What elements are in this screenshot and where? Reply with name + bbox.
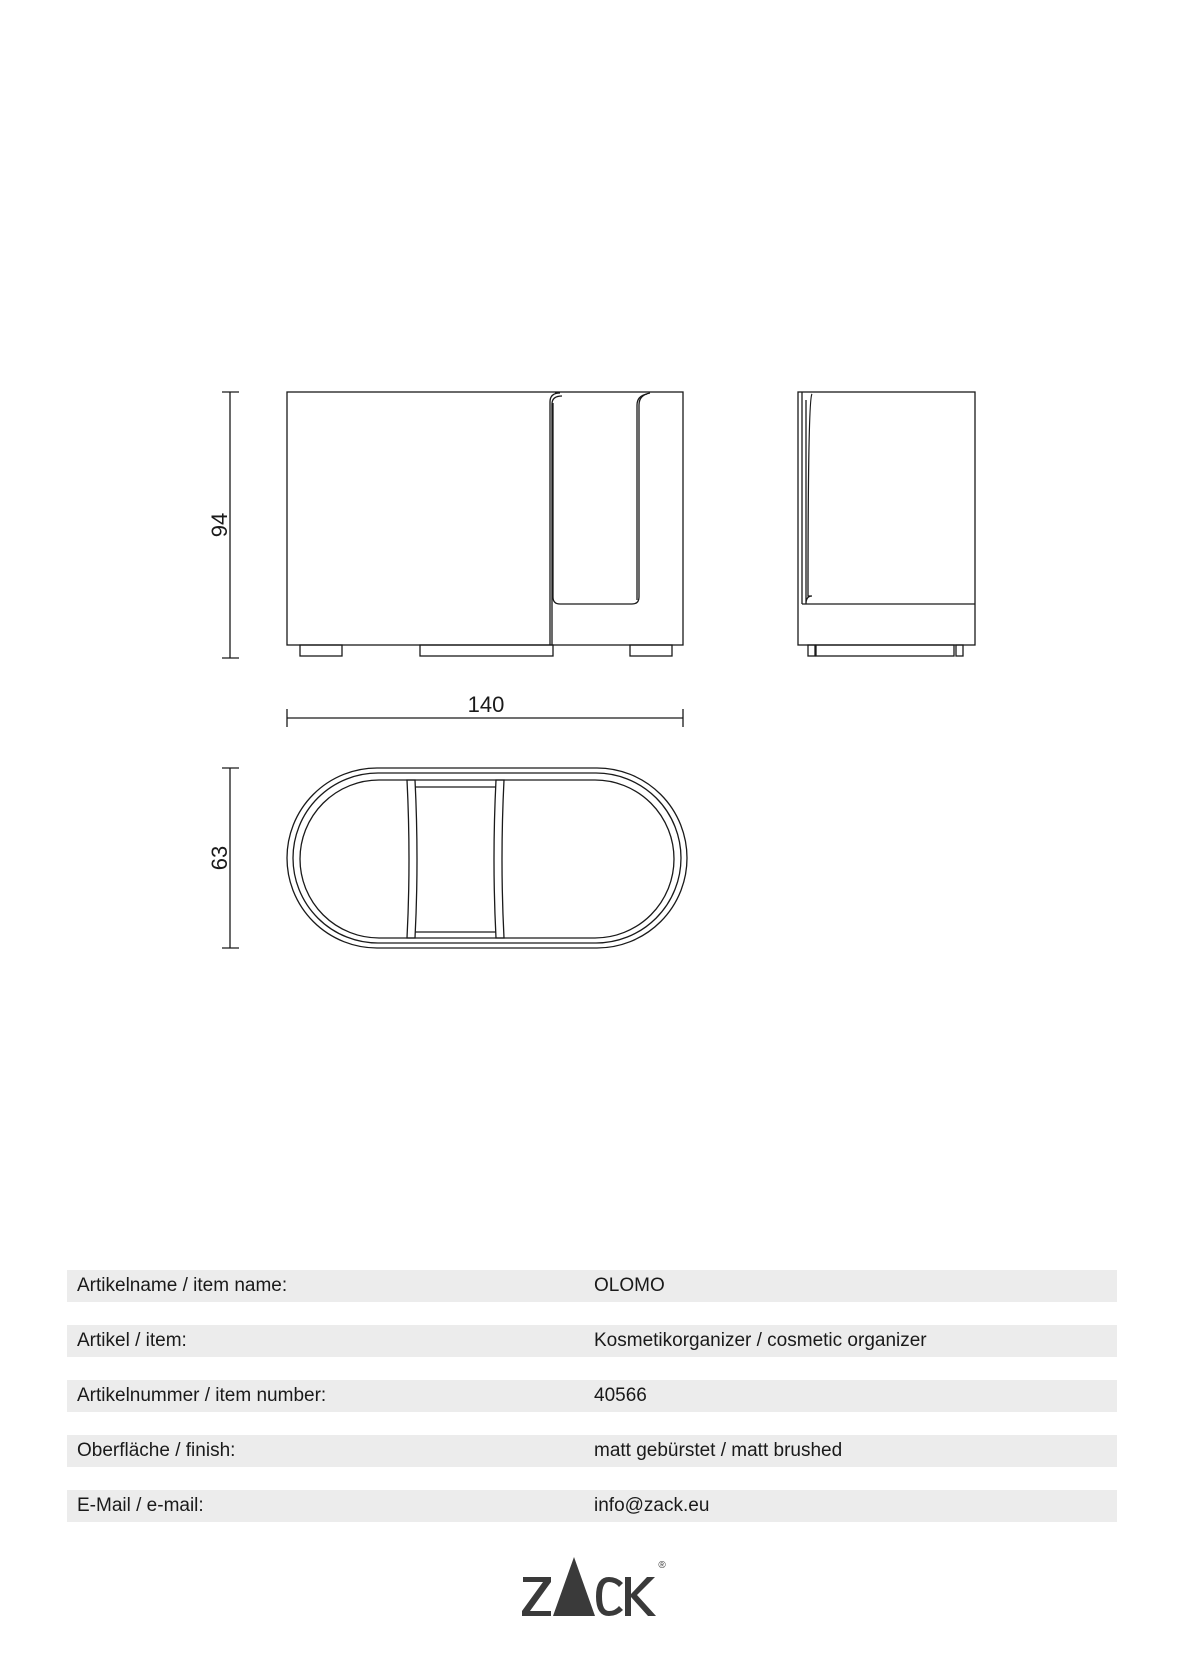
spec-row-item (67, 1325, 1117, 1357)
side-view (798, 392, 975, 656)
registered-mark: ® (658, 1560, 666, 1571)
spec-row-email (67, 1490, 1117, 1522)
spec-label: Artikelnummer / item number: (77, 1385, 327, 1406)
spec-row-item-name (67, 1270, 1117, 1302)
dimension-lines (222, 392, 683, 948)
spec-label: Artikel / item: (77, 1330, 187, 1351)
spec-label: E-Mail / e-mail: (77, 1495, 204, 1516)
spec-label: Oberfläche / finish: (77, 1440, 236, 1461)
spec-value: OLOMO (594, 1275, 665, 1296)
zack-logo (519, 1555, 669, 1625)
spec-row-finish (67, 1435, 1117, 1467)
spec-value: 40566 (594, 1385, 647, 1406)
depth-dimension-label: 63 (207, 845, 232, 871)
spec-value: Kosmetikorganizer / cosmetic organizer (594, 1330, 927, 1351)
spec-table (67, 1270, 1117, 1545)
spec-row-item-number (67, 1380, 1117, 1412)
spec-value: info@zack.eu (594, 1495, 710, 1516)
spec-value: matt gebürstet / matt brushed (594, 1440, 843, 1461)
zack-triangle-logo-icon (522, 1557, 656, 1616)
height-dimension-label: 94 (207, 512, 232, 538)
width-dimension-label: 140 (467, 692, 505, 717)
top-view (287, 768, 687, 948)
front-view (287, 392, 683, 656)
spec-label: Artikelname / item name: (77, 1275, 288, 1296)
